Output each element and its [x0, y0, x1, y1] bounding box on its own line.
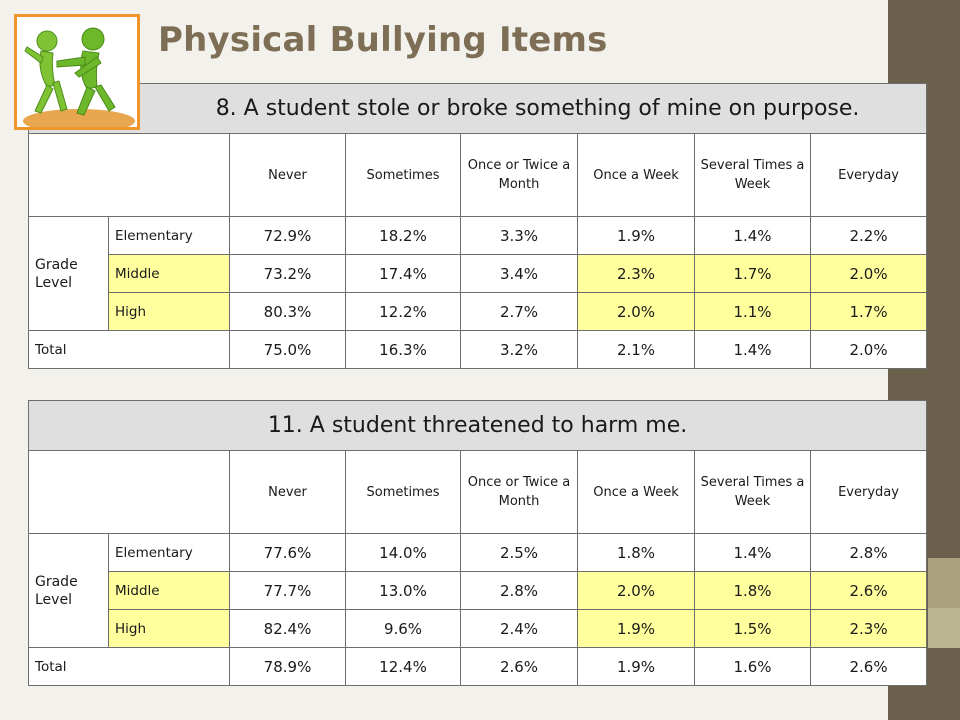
- decorative-accent-block: [928, 558, 960, 608]
- table-row: [29, 217, 927, 255]
- table-cell: 1.5%: [695, 610, 811, 648]
- table-cell: 9.6%: [346, 610, 461, 648]
- table-cell: 1.8%: [578, 534, 695, 572]
- row-group-label: Grade Level: [29, 217, 109, 331]
- total-label: Total: [29, 648, 230, 686]
- survey-table-item-8: [28, 83, 927, 369]
- column-header: Once a Week: [578, 134, 695, 217]
- table-row: [29, 534, 927, 572]
- column-header: Sometimes: [346, 134, 461, 217]
- table-cell: 12.4%: [346, 648, 461, 686]
- table-cell: 73.2%: [230, 255, 346, 293]
- table-cell: 2.0%: [811, 331, 927, 369]
- table-cell: 18.2%: [346, 217, 461, 255]
- table-cell: 3.4%: [461, 255, 578, 293]
- table-cell: 1.9%: [578, 217, 695, 255]
- table-cell: 2.2%: [811, 217, 927, 255]
- table-cell: 1.6%: [695, 648, 811, 686]
- table-cell: 2.7%: [461, 293, 578, 331]
- table-cell: 2.8%: [811, 534, 927, 572]
- column-header: Several Times a Week: [695, 134, 811, 217]
- table-title: 8. A student stole or broke something of mine on purpose.: [29, 84, 927, 134]
- table-cell: 77.6%: [230, 534, 346, 572]
- column-header: Never: [230, 134, 346, 217]
- table-cell: 17.4%: [346, 255, 461, 293]
- table-cell: 1.4%: [695, 534, 811, 572]
- survey-table-item-11: [28, 400, 927, 686]
- table-cell: 1.7%: [811, 293, 927, 331]
- table-cell: 2.6%: [811, 572, 927, 610]
- column-header: Several Times a Week: [695, 451, 811, 534]
- table-cell: 77.7%: [230, 572, 346, 610]
- column-header: Never: [230, 451, 346, 534]
- table-cell: 80.3%: [230, 293, 346, 331]
- table-cell: 1.7%: [695, 255, 811, 293]
- table-cell: 2.5%: [461, 534, 578, 572]
- table-cell: 2.6%: [811, 648, 927, 686]
- table-cell: 16.3%: [346, 331, 461, 369]
- table-cell: 75.0%: [230, 331, 346, 369]
- column-header: Once a Week: [578, 451, 695, 534]
- table-row: [29, 255, 927, 293]
- table-cell: 82.4%: [230, 610, 346, 648]
- decorative-accent-block: [928, 608, 960, 648]
- table-title: 11. A student threatened to harm me.: [29, 401, 927, 451]
- table-cell: 3.2%: [461, 331, 578, 369]
- table-cell: 2.3%: [811, 610, 927, 648]
- table-row: [29, 293, 927, 331]
- column-header: Everyday: [811, 451, 927, 534]
- row-group-label: Grade Level: [29, 534, 109, 648]
- table-cell: 13.0%: [346, 572, 461, 610]
- header-corner-cell: [29, 134, 230, 217]
- row-label: Elementary: [109, 217, 230, 255]
- row-label: High: [109, 610, 230, 648]
- bullying-figures-icon: [14, 14, 140, 130]
- table-cell: 2.8%: [461, 572, 578, 610]
- column-header: Sometimes: [346, 451, 461, 534]
- table-cell: 2.0%: [578, 293, 695, 331]
- table-cell: 1.8%: [695, 572, 811, 610]
- table-cell: 2.0%: [578, 572, 695, 610]
- row-label: Middle: [109, 255, 230, 293]
- row-label: Elementary: [109, 534, 230, 572]
- table-total-row: [29, 648, 927, 686]
- total-label: Total: [29, 331, 230, 369]
- column-header: Once or Twice a Month: [461, 134, 578, 217]
- table-cell: 12.2%: [346, 293, 461, 331]
- table-row: [29, 572, 927, 610]
- table-cell: 78.9%: [230, 648, 346, 686]
- header-corner-cell: [29, 451, 230, 534]
- table-row: [29, 610, 927, 648]
- table-cell: 2.4%: [461, 610, 578, 648]
- row-label: Middle: [109, 572, 230, 610]
- table-cell: 1.9%: [578, 610, 695, 648]
- table-cell: 1.4%: [695, 331, 811, 369]
- table-cell: 1.4%: [695, 217, 811, 255]
- table-cell: 2.0%: [811, 255, 927, 293]
- table-cell: 3.3%: [461, 217, 578, 255]
- column-header: Once or Twice a Month: [461, 451, 578, 534]
- table-cell: 2.1%: [578, 331, 695, 369]
- table-total-row: [29, 331, 927, 369]
- page-title: Physical Bullying Items: [158, 20, 608, 60]
- table-cell: 1.9%: [578, 648, 695, 686]
- table-cell: 72.9%: [230, 217, 346, 255]
- row-label: High: [109, 293, 230, 331]
- table-cell: 14.0%: [346, 534, 461, 572]
- column-header: Everyday: [811, 134, 927, 217]
- table-cell: 1.1%: [695, 293, 811, 331]
- table-cell: 2.6%: [461, 648, 578, 686]
- table-cell: 2.3%: [578, 255, 695, 293]
